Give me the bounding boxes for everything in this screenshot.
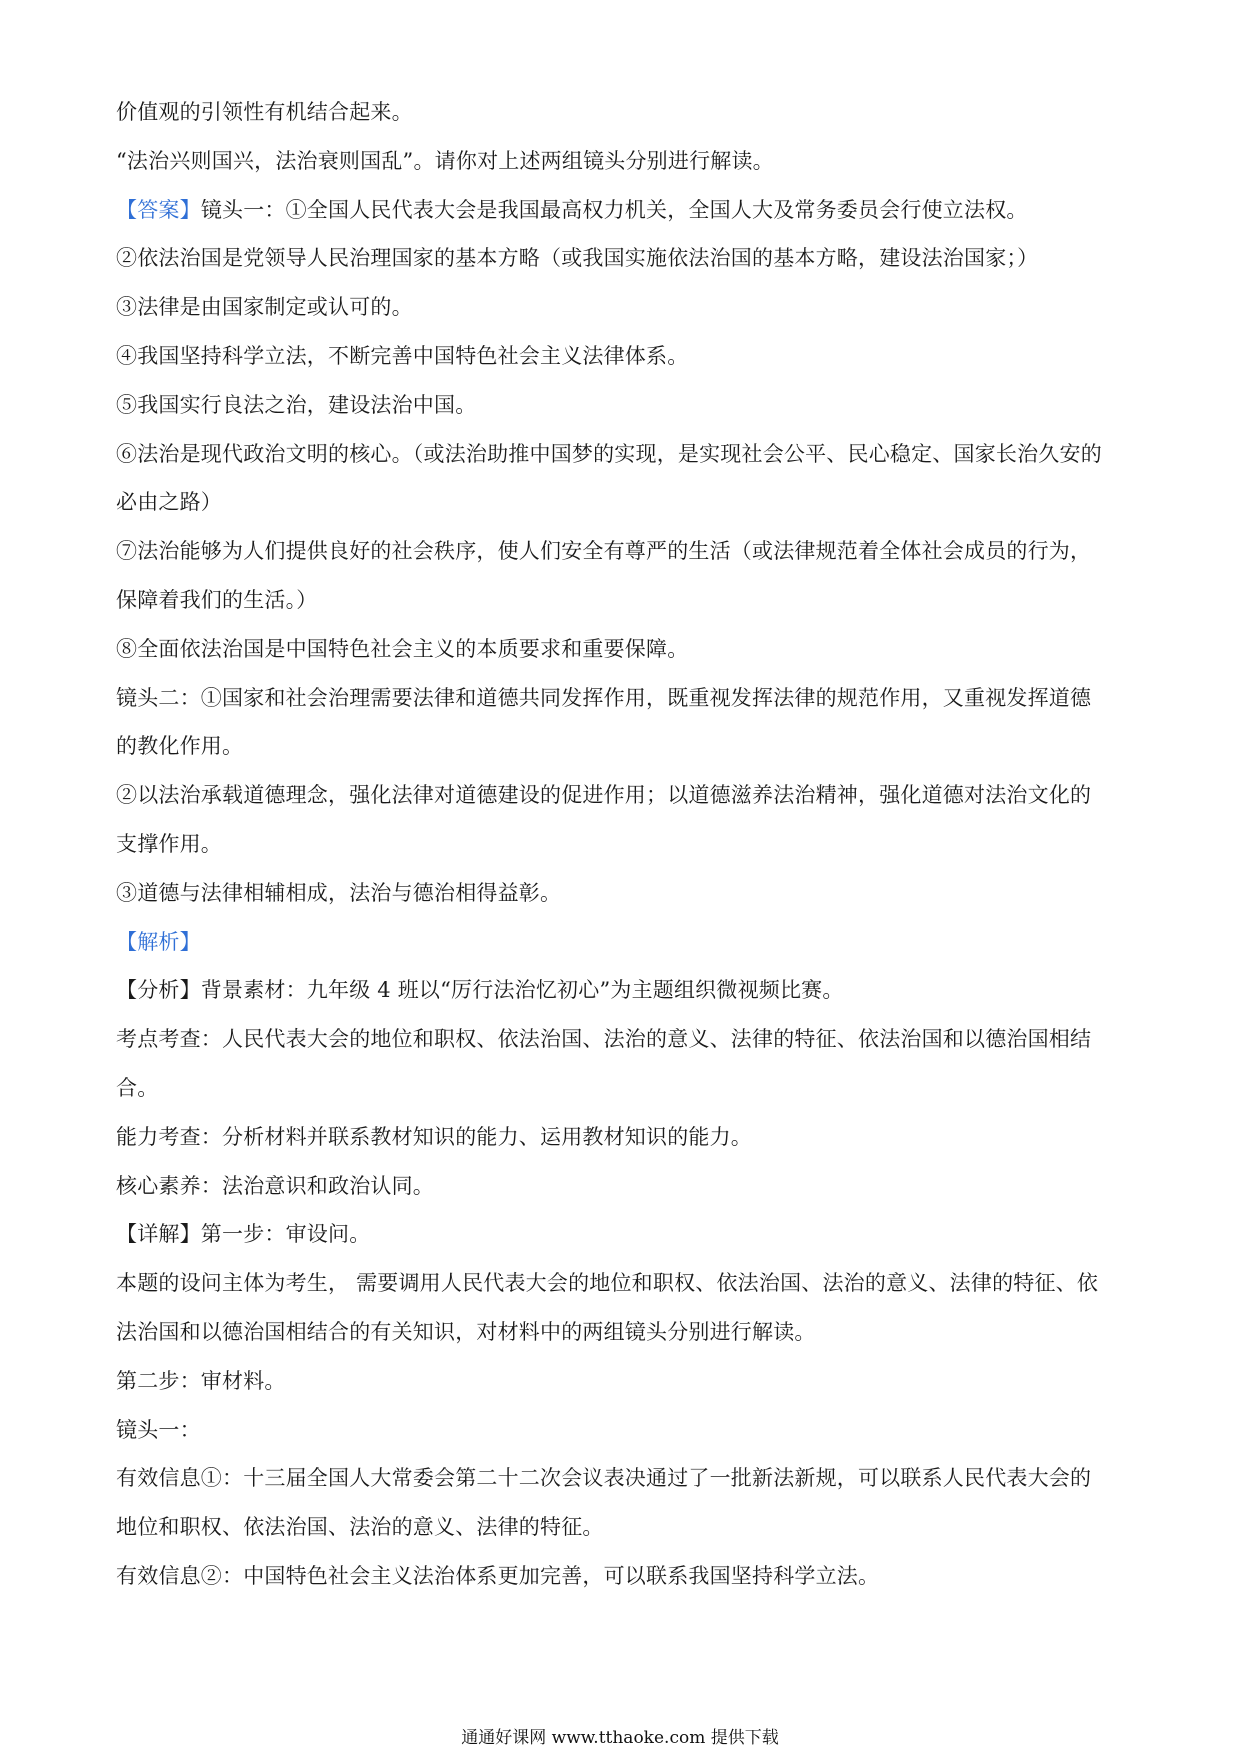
text-line xyxy=(116,97,1136,127)
line-text: ⑦法治能够为人们提供良好的社会秩序，使人们安全有尊严的生活（或法律规范着全体社会成员的行为， xyxy=(116,539,1092,564)
text-line xyxy=(116,195,1136,225)
line-text: 【分析】背景素材：九年级 4 班以“厉行法治忆初心”为主题组织微视频比赛。 xyxy=(116,978,844,1003)
text-line xyxy=(116,487,1136,517)
text-line xyxy=(116,585,1136,615)
line-text: ⑤我国实行良法之治，建设法治中国。 xyxy=(116,392,477,417)
text-line xyxy=(116,1317,1136,1347)
page-footer: 通通好课网 www.tthaoke.com 提供下载 xyxy=(461,1728,779,1748)
text-line xyxy=(116,731,1136,761)
text-line xyxy=(116,1122,1136,1152)
text-line xyxy=(116,1512,1136,1542)
line-text: 镜头一：①全国人民代表大会是我国最高权力机关，全国人大及常务委员会行使立法权。 xyxy=(200,197,1028,222)
line-text: 镜头二：①国家和社会治理需要法律和道德共同发挥作用，既重视发挥法律的规范作用，又重视发挥道德 xyxy=(116,685,1092,710)
line-text: ③法律是由国家制定或认可的。 xyxy=(116,295,413,320)
text-line xyxy=(116,829,1136,859)
line-text: 本题的设问主体为考生， 需要调用人民代表大会的地位和职权、依法治国、法治的意义、法律的特征、依 xyxy=(116,1271,1099,1296)
text-line xyxy=(116,439,1136,469)
text-line xyxy=(116,1463,1136,1493)
text-line xyxy=(116,1073,1136,1103)
text-line xyxy=(116,1219,1136,1249)
text-line xyxy=(116,878,1136,908)
text-line xyxy=(116,1366,1136,1396)
line-text: ⑥法治是现代政治文明的核心。（或法治助推中国梦的实现，是实现社会公平、民心稳定、国家长治久安的 xyxy=(116,441,1102,466)
text-line xyxy=(116,780,1136,810)
text-line xyxy=(116,634,1136,664)
text-line xyxy=(116,243,1136,273)
line-text: 必由之路） xyxy=(116,490,222,515)
text-line xyxy=(116,975,1136,1005)
line-text: 的教化作用。 xyxy=(116,734,244,759)
line-text: 【详解】第一步：审设问。 xyxy=(116,1222,371,1247)
line-text: 核心素养：法治意识和政治认同。 xyxy=(116,1173,434,1198)
line-text: 保障着我们的生活。） xyxy=(116,587,318,612)
text-line xyxy=(116,390,1136,420)
document-body xyxy=(116,97,1136,1610)
text-line xyxy=(116,1561,1136,1591)
text-line xyxy=(116,1268,1136,1298)
text-line xyxy=(116,292,1136,322)
text-line xyxy=(116,927,1136,957)
line-text: 地位和职权、依法治国、法治的意义、法律的特征。 xyxy=(116,1515,604,1540)
line-text: 支撑作用。 xyxy=(116,831,222,856)
line-text: ③道德与法律相辅相成，法治与德治相得益彰。 xyxy=(116,880,562,905)
line-text: 有效信息②：中国特色社会主义法治体系更加完善，可以联系我国坚持科学立法。 xyxy=(116,1563,880,1588)
section-tag: 【解析】 xyxy=(116,929,201,954)
text-line xyxy=(116,536,1136,566)
line-text: 有效信息①：十三届全国人大常委会第二十二次会议表决通过了一批新法新规，可以联系人民代表大会的 xyxy=(116,1466,1092,1491)
line-text: 第二步：审材料。 xyxy=(116,1368,286,1393)
line-text: ②以法治承载道德理念，强化法律对道德建设的促进作用；以道德滋养法治精神，强化道德对法治文化的 xyxy=(116,783,1092,808)
line-text: “法治兴则国兴，法治衰则国乱”。请你对上述两组镜头分别进行解读。 xyxy=(116,148,774,173)
line-text: ⑧全面依法治国是中国特色社会主义的本质要求和重要保障。 xyxy=(116,636,689,661)
text-line xyxy=(116,1024,1136,1054)
text-line xyxy=(116,146,1136,176)
line-text: ②依法治国是党领导人民治理国家的基本方略（或我国实施依法治国的基本方略，建设法治国家；） xyxy=(116,246,1039,271)
line-text: 能力考查：分析材料并联系教材知识的能力、运用教材知识的能力。 xyxy=(116,1124,752,1149)
text-line xyxy=(116,683,1136,713)
line-text: 价值观的引领性有机结合起来。 xyxy=(116,100,413,124)
line-text: 合。 xyxy=(116,1075,159,1100)
text-line xyxy=(116,1171,1136,1201)
text-line xyxy=(116,341,1136,371)
line-text: 镜头一： xyxy=(116,1417,201,1442)
section-tag: 【答案】 xyxy=(116,197,201,222)
line-text: 考点考查：人民代表大会的地位和职权、依法治国、法治的意义、法律的特征、依法治国和以德治国相结 xyxy=(116,1027,1092,1052)
text-line xyxy=(116,1415,1136,1445)
line-text: ④我国坚持科学立法，不断完善中国特色社会主义法律体系。 xyxy=(116,343,689,368)
line-text: 法治国和以德治国相结合的有关知识，对材料中的两组镜头分别进行解读。 xyxy=(116,1319,816,1344)
